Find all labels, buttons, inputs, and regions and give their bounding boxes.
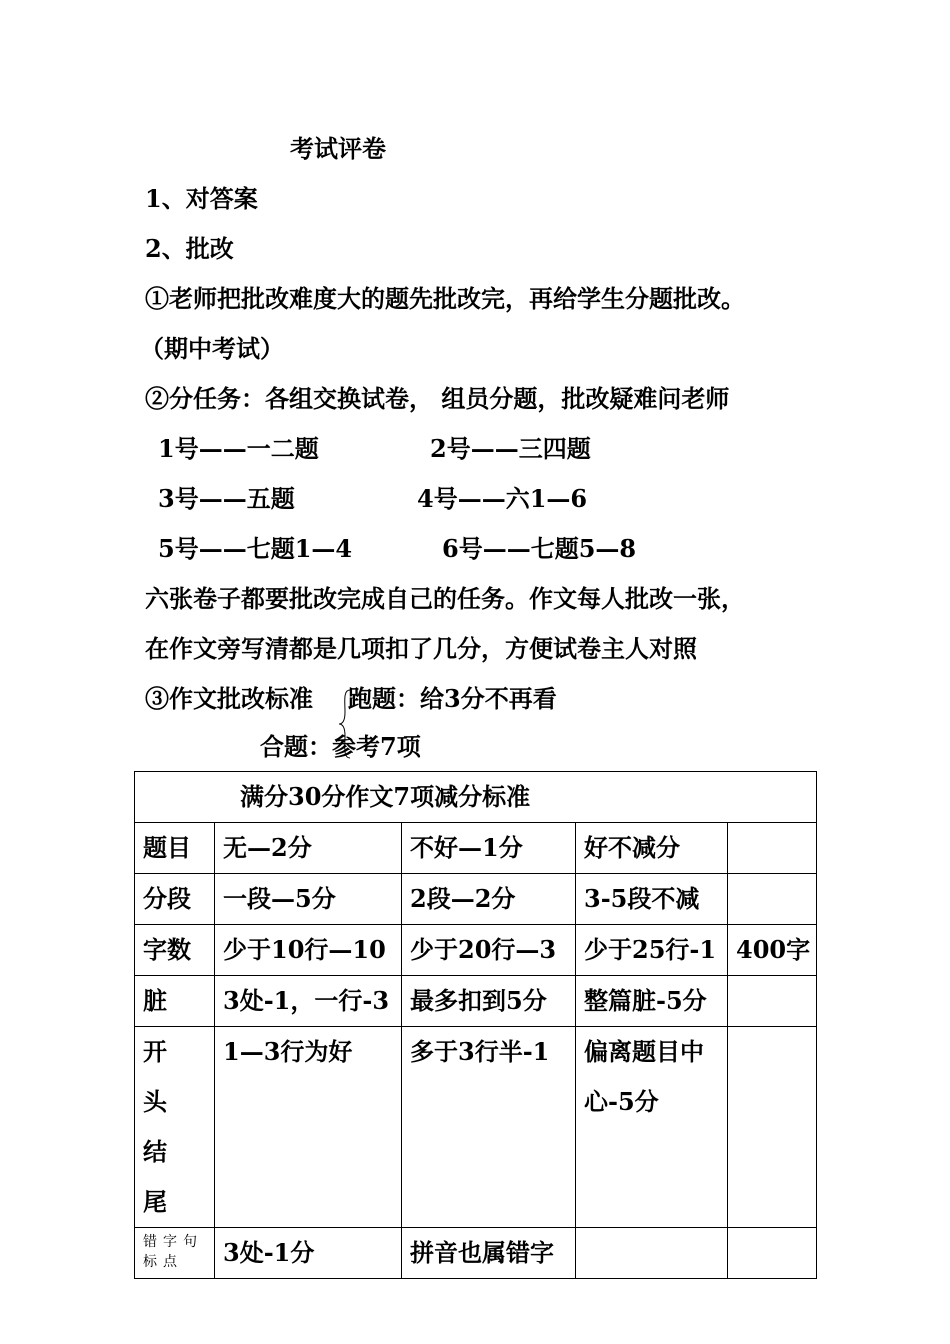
table-caption: 满分30分作文7项减分标准 xyxy=(135,772,817,823)
item-1-line-1: ①老师把批改难度大的题先批改完，再给学生分题批改。 xyxy=(145,284,745,313)
table-cell xyxy=(728,823,817,874)
table-cell: 偏离题目中心-5分 xyxy=(576,1027,728,1228)
paragraph-line-2: 在作文旁写清都是几项扣了几分，方便试卷主人对照 xyxy=(145,634,697,663)
table-caption-row xyxy=(135,772,817,823)
table-cell: 字数 xyxy=(135,925,215,976)
table-row xyxy=(135,925,817,976)
paragraph-line-1: 六张卷子都要批改完成自己的任务。作文每人批改一张， xyxy=(145,584,745,613)
table-row xyxy=(135,874,817,925)
item-3-off-topic: 跑题：给3分不再看 xyxy=(348,684,557,713)
table-cell: 少于25行-1 xyxy=(576,925,728,976)
table-cell: 不好—1分 xyxy=(402,823,576,874)
table-cell: 脏 xyxy=(135,976,215,1027)
table-cell: 最多扣到5分 xyxy=(402,976,576,1027)
table-cell: 整篇脏-5分 xyxy=(576,976,728,1027)
table-cell: 少于20行—3 xyxy=(402,925,576,976)
table-row xyxy=(135,976,817,1027)
table-cell xyxy=(576,1228,728,1279)
table-cell: 1—3行为好 xyxy=(215,1027,402,1228)
step-1: 1、对答案 xyxy=(145,184,258,213)
item-3-label: ③作文批改标准 xyxy=(145,684,313,713)
step-2: 2、批改 xyxy=(145,234,234,263)
page-title: 考试评卷 xyxy=(290,134,386,163)
table-cell xyxy=(728,1228,817,1279)
assignment-3-right: 6号——七题5—8 xyxy=(442,534,637,563)
table-cell xyxy=(728,1027,817,1228)
table-row xyxy=(135,823,817,874)
assignment-2-right: 4号——六1—6 xyxy=(417,484,588,513)
table-cell: 少于10行—10 xyxy=(215,925,402,976)
table-cell: 错字句标点 xyxy=(135,1228,215,1279)
item-1-line-2: （期中考试） xyxy=(140,334,284,363)
table-row xyxy=(135,1228,817,1279)
assignment-1-right: 2号——三四题 xyxy=(430,434,591,463)
table-cell: 400字 xyxy=(728,925,817,976)
table-cell: 拼音也属错字 xyxy=(402,1228,576,1279)
item-3-on-topic: 合题：参考7项 xyxy=(260,732,421,761)
table-cell xyxy=(728,976,817,1027)
assignment-3-left: 5号——七题1—4 xyxy=(158,534,353,563)
table-cell: 2段—2分 xyxy=(402,874,576,925)
table-cell: 一段—5分 xyxy=(215,874,402,925)
table-cell: 好不减分 xyxy=(576,823,728,874)
table-row xyxy=(135,1027,817,1228)
table-cell: 3-5段不减 xyxy=(576,874,728,925)
grading-table xyxy=(134,771,817,1279)
table-cell: 3处-1，一行-3 xyxy=(215,976,402,1027)
table-cell: 开头结尾 xyxy=(135,1027,215,1228)
assignment-2-left: 3号——五题 xyxy=(158,484,295,513)
table-cell: 题目 xyxy=(135,823,215,874)
item-2: ②分任务：各组交换试卷， 组员分题，批改疑难问老师 xyxy=(145,384,730,413)
table-cell: 3处-1分 xyxy=(215,1228,402,1279)
table-cell: 无—2分 xyxy=(215,823,402,874)
table-cell xyxy=(728,874,817,925)
assignment-1-left: 1号——一二题 xyxy=(158,434,319,463)
table-cell: 多于3行半-1 xyxy=(402,1027,576,1228)
table-cell: 分段 xyxy=(135,874,215,925)
